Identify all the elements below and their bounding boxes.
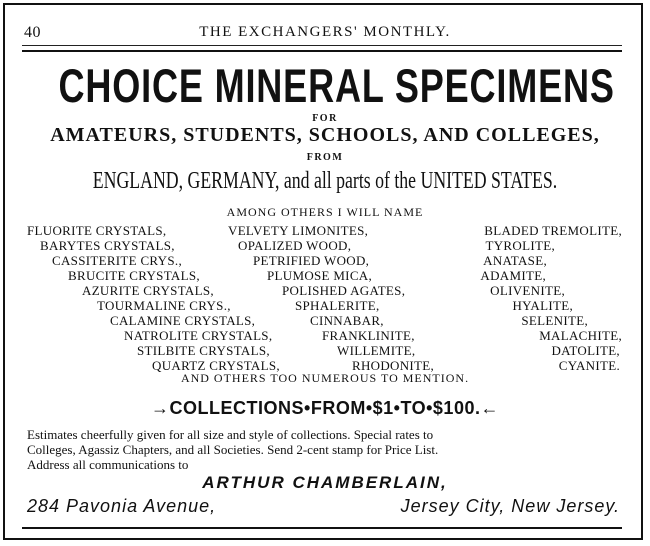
ad-paragraph: [27, 427, 627, 472]
footer-rule: [22, 527, 622, 529]
mineral-item: CINNABAR,: [310, 313, 384, 328]
city-address: Jersey City, New Jersey.: [400, 496, 620, 516]
mineral-item: AZURITE CRYSTALS,: [82, 283, 214, 298]
advertiser-name: ARTHUR CHAMBERLAIN,: [202, 473, 448, 492]
collections-line: →COLLECTIONS•FROM•$1•TO•$100.←: [151, 398, 499, 418]
running-title: THE EXCHANGERS' MONTHLY.: [199, 24, 451, 40]
places-line: ENGLAND, GERMANY, and all parts of the UNITED STATES.: [92, 168, 558, 194]
mineral-item: DATOLITE,: [551, 343, 620, 358]
ad-headline: CHOICE MINERAL SPECIMENS: [58, 60, 615, 113]
mineral-item: POLISHED AGATES,: [282, 283, 406, 298]
from-label: FROM: [306, 152, 344, 163]
mineral-item: CASSITERITE CRYS.,: [52, 253, 183, 268]
mineral-item: PLUMOSE MICA,: [267, 268, 373, 283]
mineral-item: WILLEMITE,: [337, 343, 416, 358]
mineral-item: MALACHITE,: [539, 328, 622, 343]
mineral-item: HYALITE,: [512, 298, 573, 313]
mineral-item: VELVETY LIMONITES,: [228, 223, 369, 238]
mineral-item: FLUORITE CRYSTALS,: [27, 223, 167, 238]
mineral-item: PETRIFIED WOOD,: [253, 253, 370, 268]
mineral-item: OPALIZED WOOD,: [238, 238, 352, 253]
mineral-item: STILBITE CRYSTALS,: [137, 343, 270, 358]
mineral-item: ANATASE,: [483, 253, 547, 268]
mineral-item: TOURMALINE CRYS.,: [97, 298, 231, 313]
paragraph-line: Estimates cheerfully given for all size and style of collections. Special rates to: [27, 427, 434, 442]
for-label: FOR: [312, 113, 338, 124]
mineral-item: TYROLITE,: [485, 238, 555, 253]
closing-line: AND OTHERS TOO NUMEROUS TO MENTION.: [180, 371, 470, 385]
mineral-item: BARYTES CRYSTALS,: [40, 238, 175, 253]
audience-line: AMATEURS, STUDENTS, SCHOOLS, AND COLLEGES,: [50, 124, 600, 146]
mineral-intro: AMONG OTHERS I WILL NAME: [226, 205, 424, 219]
mineral-item: OLIVENITE,: [490, 283, 565, 298]
mineral-item: BLADED TREMOLITE,: [484, 223, 622, 238]
header-rule-thick: [22, 50, 622, 52]
mineral-item: BRUCITE CRYSTALS,: [68, 268, 200, 283]
mineral-item: RHODONITE,: [352, 358, 435, 373]
paragraph-line: Address all communications to: [27, 457, 189, 472]
mineral-item: FRANKLINITE,: [322, 328, 415, 343]
mineral-item: NATROLITE CRYSTALS,: [124, 328, 273, 343]
mineral-item: SELENITE,: [521, 313, 588, 328]
header-rule: [22, 45, 622, 46]
street-address: 284 Pavonia Avenue,: [27, 496, 217, 516]
mineral-item: QUARTZ CRYSTALS,: [152, 358, 280, 373]
mineral-item: SPHALERITE,: [295, 298, 380, 313]
page-number: 40: [24, 24, 41, 41]
mineral-item: ADAMITE,: [480, 268, 546, 283]
mineral-item: CYANITE.: [558, 358, 620, 373]
mineral-item: CALAMINE CRYSTALS,: [110, 313, 256, 328]
paragraph-line: Colleges, Agassiz Chapters, and all Societies. Send 2-cent stamp for Price List.: [27, 442, 439, 457]
